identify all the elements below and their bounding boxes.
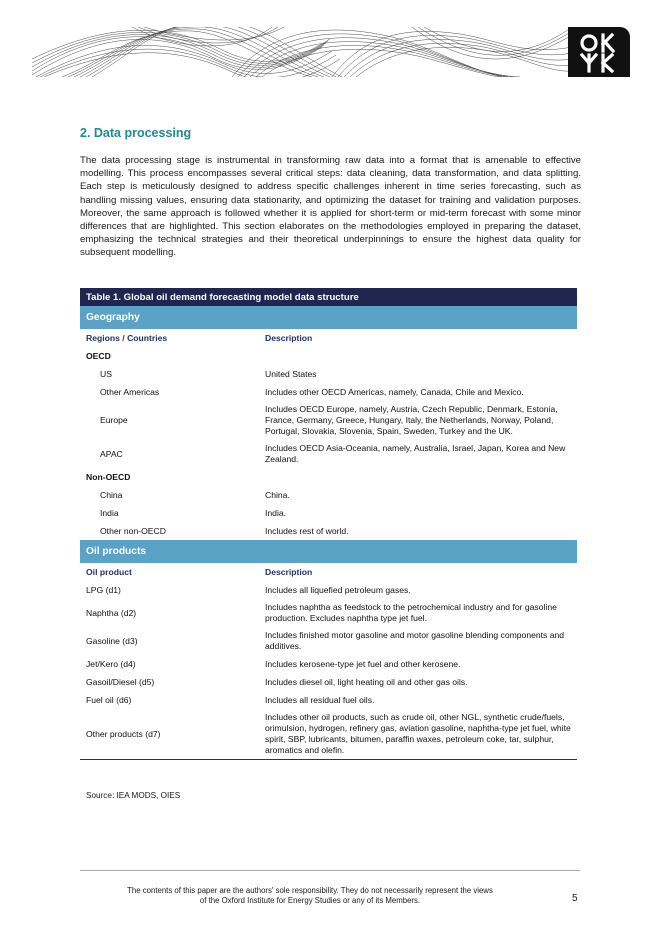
region-name: Europe — [100, 415, 128, 425]
region-description: Includes OECD Europe, namely, Austria, Czech Republic, Denmark, Estonia, France, Germany, Greece, Hungary, Italy, the Netherlands, Norway, Poland, Portugal, Slovakia, Slovenia, Spain, Sweden, Turkey and the UK. — [265, 404, 558, 436]
region-name: APAC — [100, 448, 123, 459]
footer-divider — [80, 870, 580, 871]
product-name: Other products (d7) — [80, 709, 259, 760]
product-name: LPG (d1) — [86, 584, 121, 595]
product-name: Jet/Kero (d4) — [86, 658, 136, 669]
table-row — [80, 599, 577, 627]
region-name: US — [100, 368, 112, 379]
oies-logo-icon — [568, 27, 630, 77]
non-oecd-group-row — [80, 468, 577, 486]
table-row — [80, 486, 577, 504]
table-row — [80, 383, 577, 401]
region-description: United States — [265, 368, 317, 379]
product-name: Naphtha (d2) — [86, 607, 137, 618]
table-row — [80, 365, 577, 383]
table-row — [80, 627, 577, 655]
oies-logo — [568, 27, 630, 77]
table-row — [80, 522, 577, 540]
table-row — [80, 440, 577, 468]
table-row — [80, 691, 577, 709]
product-name: Fuel oil (d6) — [86, 694, 132, 705]
section-title: 2. Data processing — [80, 126, 192, 140]
table-row — [80, 581, 577, 599]
table-row — [80, 709, 577, 760]
data-structure-table — [80, 288, 577, 760]
region-description: Includes rest of world. — [265, 525, 349, 536]
geography-heading: Geography — [80, 306, 577, 329]
oil-products-section-row — [80, 540, 577, 563]
region-name: China — [100, 489, 123, 500]
geography-section-row — [80, 306, 577, 329]
region-name: India — [100, 507, 119, 518]
region-description: Includes OECD Asia-Oceania, namely, Australia, Israel, Japan, Korea and New Zealand. — [265, 443, 566, 464]
product-description: Includes other oil products, such as crude oil, other NGL, synthetic crude/fuels, orimulsion, hydrogen, refinery gas, aviation gasoline, naphtha-type jet fuel, white spirit, SBP, lubricants, bitumen, paraffin waxes, petroleum coke, tar, sulphur, aromatics and olefin. — [259, 709, 577, 760]
product-description: Includes naphtha as feedstock to the petrochemical industry and for gasoline production. Excludes naphtha type jet fuel. — [265, 602, 557, 623]
wave-pattern-graphic — [32, 27, 572, 77]
product-description: Includes all liquefied petroleum gases. — [265, 584, 411, 595]
table-row — [80, 673, 577, 691]
table-caption-row — [80, 288, 577, 306]
oecd-group-label: OECD — [86, 350, 111, 361]
product-description: Includes all residual fuel oils. — [265, 694, 375, 705]
footer-disclaimer-line-2: of the Oxford Institute for Energy Studies or any of its Members. — [199, 896, 421, 906]
region-name: Other Americas — [100, 386, 160, 397]
table-row — [80, 655, 577, 673]
footer-disclaimer-line-1: The contents of this paper are the authors' sole responsibility. They do not necessarily represent the views — [127, 886, 493, 895]
oil-products-heading: Oil products — [80, 540, 577, 563]
description-column-header: Description — [265, 566, 313, 577]
oecd-group-row — [80, 347, 577, 365]
region-description: Includes other OECD Americas, namely, Canada, Chile and Mexico. — [265, 386, 524, 397]
table-row — [80, 504, 577, 522]
products-column-headers — [80, 563, 577, 581]
page-number: 5 — [572, 893, 578, 904]
intro-paragraph: The data processing stage is instrumental in transforming raw data into a format that is amenable to effective modelling. This process encompasses several critical steps: data cleaning, data transformation, and data splitting. Each step is meticulously designed to address specific challenges inherent in time series forecasting, such as handling missing values, ensuring data stationarity, and optimizing the dataset for training and validation purposes. Moreover, the same approach is followed whether it is applied for short-term or mid-term forecast with some minor differences that are highlighted. This section elaborates on the methodologies employed in preparing the dataset, emphasizing the technical strategies and their theoretical underpinnings to ensure the highest data quality for subsequent modelling. — [80, 155, 581, 259]
product-name: Gasoline (d3) — [86, 635, 138, 646]
footer-disclaimer — [80, 886, 540, 907]
region-description: India. — [265, 507, 287, 518]
region-name: Other non-OECD — [100, 525, 166, 536]
table-row — [80, 401, 577, 440]
product-name: Gasoil/Diesel (d5) — [86, 676, 155, 687]
oil-product-column-header: Oil product — [86, 566, 132, 577]
regions-column-header: Regions / Countries — [86, 332, 168, 343]
product-description: Includes finished motor gasoline and motor gasoline blending components and additives. — [265, 630, 565, 651]
product-description: Includes diesel oil, light heating oil and other gas oils. — [265, 676, 468, 687]
description-column-header: Description — [265, 332, 313, 343]
non-oecd-group-label: Non-OECD — [86, 471, 131, 482]
table-caption: Table 1. Global oil demand forecasting model data structure — [80, 288, 577, 306]
header-banner — [32, 27, 630, 77]
geography-column-headers — [80, 329, 577, 347]
product-description: Includes kerosene-type jet fuel and other kerosene. — [265, 658, 461, 669]
table-source: Source: IEA MODS, OIES — [86, 791, 181, 800]
region-description: China. — [265, 489, 290, 500]
